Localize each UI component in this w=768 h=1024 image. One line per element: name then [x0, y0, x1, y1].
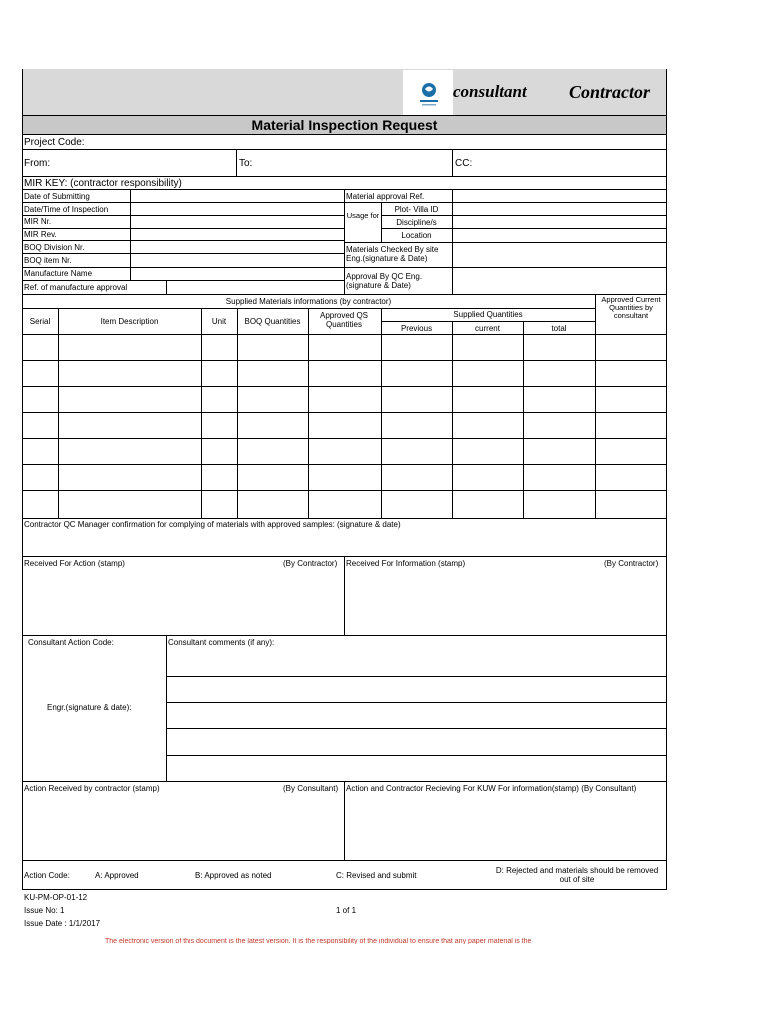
- received-info-label: Received For Information (stamp): [346, 559, 466, 568]
- table-row: [22, 334, 667, 335]
- rule: [344, 781, 345, 861]
- by-contractor-label: (By Contractor): [283, 559, 338, 568]
- engr-signature-label: Engr.(signature & date):: [47, 703, 132, 712]
- consultant-comments-label: Consultant comments (if any):: [168, 638, 275, 647]
- action-received-label: Action Received by contractor (stamp): [24, 784, 160, 793]
- page-number: 1 of 1: [336, 906, 357, 915]
- rule: [22, 280, 344, 281]
- ref-manufacture-approval-label: Ref. of manufacture approval: [24, 283, 128, 292]
- by-consultant-label: (By Consultant): [283, 784, 339, 793]
- logo-box: [403, 70, 453, 115]
- rule: [344, 242, 667, 243]
- materials-checked-label: Materials Checked By site Eng.(signature & Date): [346, 245, 439, 263]
- project-code-label: Project Code:: [24, 137, 85, 148]
- approved-current-header: Approved Current Quantities by consultant: [601, 295, 661, 320]
- rule: [201, 308, 202, 518]
- date-time-inspection-label: Date/Time of Inspection: [24, 205, 109, 214]
- rule: [22, 134, 667, 135]
- consultant-action-code-label: Consultant Action Code:: [28, 638, 114, 647]
- by-contractor-label: (By Contractor): [604, 559, 659, 568]
- code-b-approved-as-noted: B: Approved as noted: [195, 871, 272, 880]
- from-label: From:: [24, 158, 51, 169]
- rule: [22, 176, 667, 177]
- rule: [166, 755, 667, 756]
- rule: [22, 240, 344, 241]
- table-row: [22, 518, 667, 519]
- rule: [22, 635, 667, 636]
- outer-border-right: [666, 69, 667, 890]
- form-title: Material Inspection Request: [251, 117, 438, 133]
- action-code-label: Action Code:: [24, 871, 70, 880]
- table-row: [22, 464, 667, 465]
- rule: [166, 728, 667, 729]
- to-label: To:: [239, 158, 253, 169]
- rule: [22, 889, 667, 890]
- code-a-approved: A: Approved: [95, 871, 139, 880]
- rule: [523, 321, 524, 518]
- table-row: [22, 360, 667, 361]
- mir-key-label: MIR KEY: (contractor responsibility): [24, 178, 182, 189]
- rule: [452, 149, 453, 176]
- mir-rev-label: MIR Rev.: [24, 230, 57, 239]
- code-c-revised-submit: C: Revised and submit: [336, 871, 417, 880]
- serial-header: Serial: [29, 317, 51, 326]
- total-header: total: [551, 324, 567, 333]
- item-description-header: Item Description: [100, 317, 159, 326]
- boq-division-label: BOQ Division Nr.: [24, 243, 85, 252]
- doc-code: KU-PM-OP-01-12: [24, 893, 88, 902]
- consultant-logo-icon: [403, 70, 453, 115]
- rule: [166, 635, 167, 782]
- contractor-heading: Contractor: [569, 82, 651, 102]
- rule: [308, 308, 309, 518]
- rule: [22, 267, 344, 268]
- material-approval-ref-label: Material approval Ref.: [346, 192, 425, 201]
- usage-for-label: Usage for: [346, 211, 380, 220]
- location-label: Location: [401, 231, 432, 240]
- rule: [22, 215, 344, 216]
- supplied-quantities-header: Supplied Quantities: [453, 310, 523, 319]
- unit-header: Unit: [211, 317, 227, 326]
- outer-border-left: [22, 69, 23, 890]
- footer-note: [105, 938, 585, 944]
- rule: [22, 202, 344, 203]
- rule: [22, 228, 344, 229]
- rule: [452, 189, 453, 294]
- discipline-label: Discipline/s: [396, 218, 437, 227]
- qc-confirmation-label: Contractor QC Manager confirmation for complying of materials with approved samples: (signature & date): [24, 520, 401, 529]
- issue-date: Issue Date : 1/1/2017: [24, 919, 101, 928]
- table-row: [22, 386, 667, 387]
- supplied-info-header: Supplied Materials informations (by contractor): [225, 297, 392, 306]
- boq-item-label: BOQ item Nr.: [24, 256, 72, 265]
- rule: [166, 676, 667, 677]
- consultant-heading: consultant: [453, 82, 527, 101]
- rule: [381, 308, 382, 518]
- code-d-rejected: D: Rejected and materials should be removed out of site: [495, 866, 659, 884]
- rule: [22, 115, 667, 116]
- rule: [237, 308, 238, 518]
- rule: [344, 202, 667, 203]
- rule: [452, 321, 453, 518]
- date-of-submitting-label: Date of Submitting: [24, 192, 90, 201]
- rule: [58, 308, 59, 518]
- rule: [22, 860, 667, 861]
- approval-qc-label: Approval By QC Eng. (signature & Date): [346, 272, 423, 290]
- rule: [344, 267, 667, 268]
- mir-nr-label: MIR Nr.: [24, 217, 52, 226]
- rule: [22, 294, 667, 295]
- rule: [166, 702, 667, 703]
- action-kuw-label: Action and Contractor Recieving For KUW For information(stamp) (By Consultant): [346, 784, 637, 793]
- rule: [166, 280, 167, 294]
- table-row: [22, 412, 667, 413]
- rule: [22, 149, 667, 150]
- approved-qs-header: Approved QS Quantities: [319, 311, 369, 329]
- rule: [381, 321, 595, 322]
- rule: [381, 228, 667, 229]
- rule: [595, 294, 596, 518]
- plot-villa-id-label: Plot- Villa ID: [394, 205, 439, 214]
- cc-label: CC:: [455, 158, 473, 169]
- rule: [130, 189, 131, 280]
- boq-quantities-header: BOQ Quantities: [244, 317, 301, 326]
- table-row: [22, 490, 667, 491]
- rule: [22, 253, 344, 254]
- issue-no: Issue No: 1: [24, 906, 65, 915]
- rule: [381, 215, 667, 216]
- previous-header: Previous: [400, 324, 433, 333]
- table-row: [22, 438, 667, 439]
- footer-note-text: The electronic version of this document is the latest version. It is the responsibility of the individual to ensure that any paper material is the: [105, 938, 532, 944]
- manufacture-name-label: Manufacture Name: [24, 269, 93, 278]
- current-header: current: [475, 324, 500, 333]
- received-action-label: Received For Action (stamp): [24, 559, 125, 568]
- rule: [344, 556, 345, 636]
- rule: [236, 149, 237, 176]
